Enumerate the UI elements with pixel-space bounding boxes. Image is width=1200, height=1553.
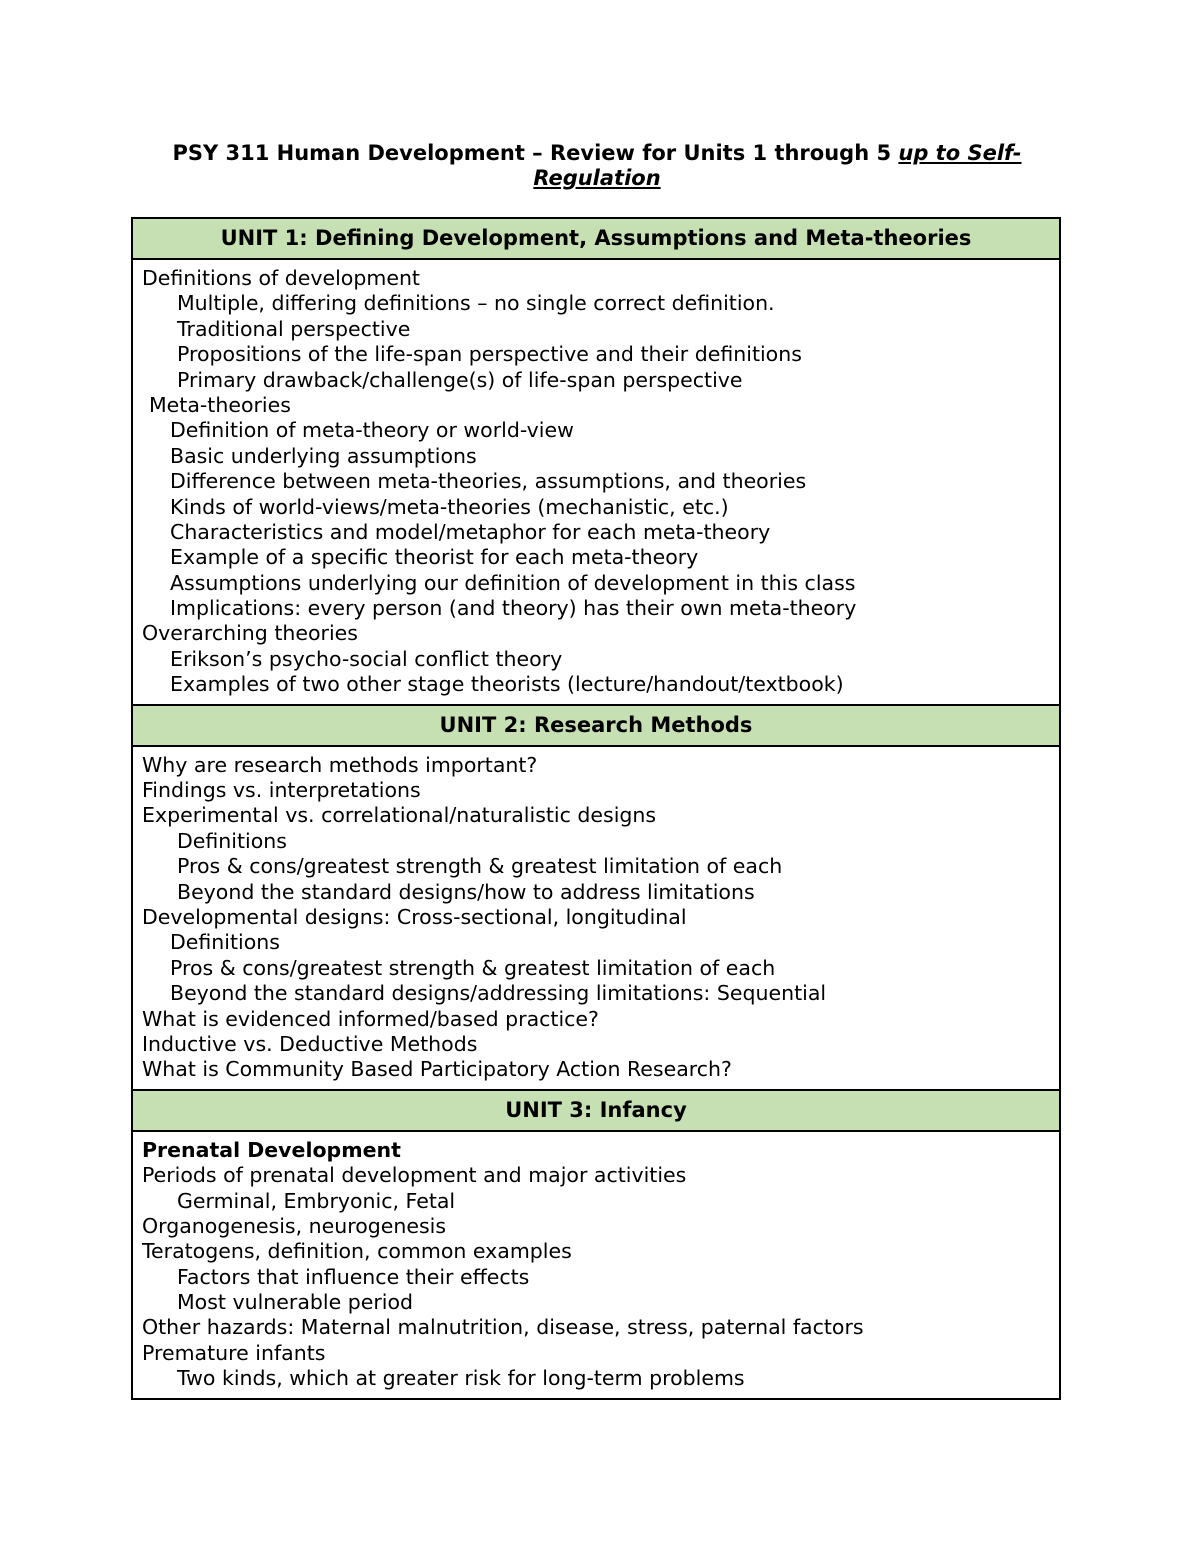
topic-line: Teratogens, definition, common examples	[142, 1239, 572, 1264]
topic-line: Beyond the standard designs/how to address limitations	[177, 879, 755, 904]
topic-line: Organogenesis, neurogenesis	[142, 1213, 447, 1238]
topic-line: What is Community Based Participatory Action Research?	[142, 1057, 732, 1082]
topic-line: Experimental vs. correlational/naturalistic designs	[142, 803, 657, 828]
topic-line: Kinds of world-views/meta-theories (mechanistic, etc.)	[170, 494, 729, 519]
topic-line: Periods of prenatal development and major activities	[142, 1163, 687, 1188]
unit-heading: UNIT 1: Defining Development, Assumptions and Meta-theories	[133, 219, 1059, 260]
topic-line: Primary drawback/challenge(s) of life-span perspective	[177, 367, 743, 392]
topic-line: Premature infants	[142, 1340, 326, 1365]
topic-line: Overarching theories	[142, 621, 358, 646]
topic-line: Difference between meta-theories, assumptions, and theories	[170, 469, 807, 494]
topic-line: Other hazards: Maternal malnutrition, disease, stress, paternal factors	[142, 1315, 864, 1340]
topic-line: Implications: every person (and theory) has their own meta-theory	[170, 596, 857, 621]
title-text: PSY 311 Human Development – Review for Units 1 through 5	[172, 141, 899, 165]
section-subheading: Prenatal Development	[142, 1137, 401, 1162]
topic-line: Basic underlying assumptions	[170, 443, 477, 468]
document-title	[132, 141, 1062, 191]
review-table	[131, 217, 1061, 1400]
topic-line: Beyond the standard designs/addressing limitations: Sequential	[170, 981, 827, 1006]
topic-line: Definitions of development	[142, 266, 420, 290]
unit-heading: UNIT 3: Infancy	[133, 1091, 1059, 1132]
topic-line: Meta-theories	[149, 392, 291, 417]
topic-line: Assumptions underlying our definition of development in this class	[170, 570, 856, 595]
topic-line: Traditional perspective	[177, 316, 411, 341]
topic-line: Factors that influence their effects	[177, 1264, 530, 1289]
topic-line: Characteristics and model/metaphor for each meta-theory	[170, 519, 771, 544]
topic-line: Germinal, Embryonic, Fetal	[177, 1188, 456, 1213]
topic-line: Inductive vs. Deductive Methods	[142, 1031, 478, 1056]
topic-line: Multiple, differing definitions – no single correct definition.	[177, 291, 775, 316]
topic-line: Definitions	[170, 930, 280, 955]
topic-line: Examples of two other stage theorists (lecture/handout/textbook)	[170, 672, 844, 697]
unit-heading: UNIT 2: Research Methods	[133, 706, 1059, 747]
topic-line: Why are research methods important?	[142, 752, 538, 777]
unit-content	[133, 747, 1059, 1091]
topic-line: Pros & cons/greatest strength & greatest limitation of each	[177, 854, 783, 879]
topic-line: Pros & cons/greatest strength & greatest limitation of each	[170, 955, 776, 980]
unit-content	[133, 1132, 1059, 1398]
topic-line: Definitions	[177, 828, 287, 853]
topic-line: What is evidenced informed/based practice?	[142, 1006, 599, 1031]
unit-content	[133, 260, 1059, 706]
topic-line: Findings vs. interpretations	[142, 778, 421, 803]
topic-line: Definition of meta-theory or world-view	[170, 418, 574, 443]
topic-line: Two kinds, which at greater risk for long-term problems	[177, 1366, 745, 1391]
title-emphasis-1: up to Self-	[898, 141, 1022, 165]
topic-line: Propositions of the life-span perspective and their definitions	[177, 342, 802, 367]
title-emphasis-2: Regulation	[533, 166, 661, 190]
topic-line: Example of a specific theorist for each meta-theory	[170, 545, 699, 570]
topic-line: Developmental designs: Cross-sectional, longitudinal	[142, 904, 687, 929]
topic-line: Erikson’s psycho-social conflict theory	[170, 646, 563, 671]
topic-line: Most vulnerable period	[177, 1290, 414, 1315]
